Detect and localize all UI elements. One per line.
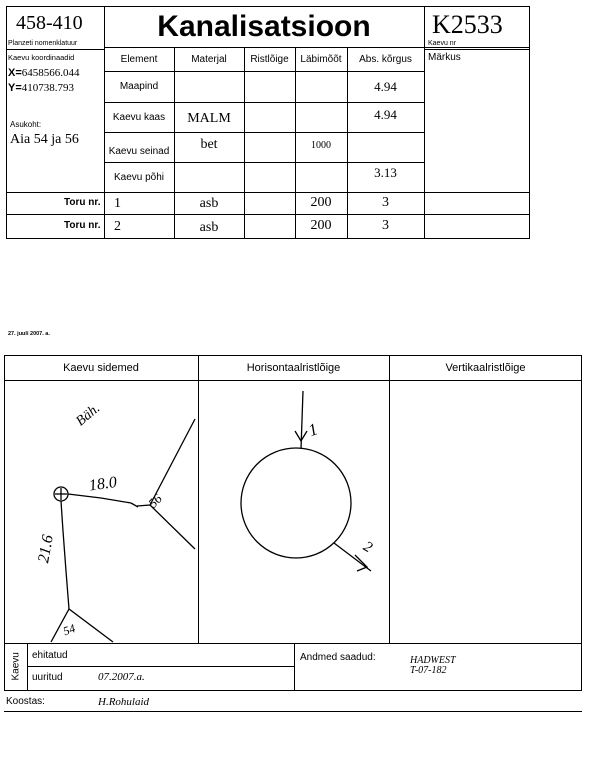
- page-title: Kanalisatsioon: [157, 9, 371, 43]
- pipe-labimoot: 200: [310, 195, 332, 210]
- row-korgus: 4.94: [374, 78, 397, 94]
- y-value: 410738.793: [21, 82, 75, 94]
- y-label: Y=: [8, 82, 22, 94]
- y-coordinate: [8, 82, 74, 94]
- col-header-korgus: Abs. kõrgus: [359, 53, 412, 65]
- distance-label-18: 18.0: [87, 473, 118, 495]
- row-divider: [104, 132, 424, 133]
- x-value: 6458566.044: [21, 67, 80, 79]
- planzeti-divider: [6, 49, 104, 50]
- pipe-label: Toru nr.: [64, 220, 101, 231]
- row-divider: [6, 192, 530, 193]
- footer-side-label: Kaevu: [10, 652, 22, 681]
- sketch-col-divider: [389, 355, 390, 644]
- pipe-2-label: 2: [360, 538, 375, 557]
- col-divider: [244, 47, 245, 239]
- source-line-1: HADWEST: [410, 655, 456, 666]
- x-coordinate: [8, 67, 80, 79]
- col-header-element: Element: [120, 53, 158, 65]
- planzeti-number: 458-410: [16, 12, 83, 34]
- row-materjal: bet: [200, 137, 218, 152]
- footer-side-divider: [27, 644, 28, 691]
- row-korgus: 3.13: [374, 165, 397, 180]
- footer-frame: [4, 644, 582, 691]
- distance-line-21-6: [61, 501, 69, 609]
- built-label: ehitatud: [32, 650, 68, 661]
- row-element: Kaevu põhi: [113, 171, 165, 183]
- row-labimoot: 1000: [311, 139, 331, 151]
- pipe-1-label: 1: [305, 419, 321, 441]
- building-56-label: 56: [145, 490, 165, 511]
- col-header-labimoot: Läbimõõt: [300, 53, 342, 65]
- kaevu-number: K2533: [432, 10, 503, 39]
- footer-row-divider: [27, 666, 294, 667]
- pipe-korgus: 3: [382, 195, 389, 210]
- north-note: Bäh.: [73, 401, 104, 430]
- horisontaal-sketch: [199, 381, 388, 643]
- col-divider: [104, 192, 105, 239]
- pipe-materjal: asb: [199, 196, 219, 211]
- kaevu-sidemed-sketch: [5, 381, 197, 643]
- pipe-label: Toru nr.: [64, 197, 101, 208]
- row-divider: [6, 214, 530, 215]
- pipe-nr: 2: [114, 219, 121, 234]
- remarks-header-divider: [424, 49, 530, 50]
- remarks-label: Märkus: [428, 52, 461, 63]
- section-kaevu-sidemed: Kaevu sidemed: [63, 362, 139, 374]
- x-label: X=: [8, 67, 22, 79]
- pipe-korgus: 3: [382, 218, 389, 233]
- distance-line-18: [68, 494, 131, 503]
- measured-value: 07.2007.a.: [98, 671, 145, 683]
- location-value: Aia 54 ja 56: [10, 132, 79, 147]
- author-underline: [4, 711, 582, 712]
- location-label: Asukoht:: [10, 120, 42, 129]
- measured-label: uuritud: [32, 672, 63, 683]
- building-56-outline: [137, 419, 195, 549]
- distance-label-21-6: 21.6: [35, 533, 57, 565]
- planzeti-label: Planzeti nomenklatuur: [8, 40, 78, 47]
- source-line-2: T-07-182: [410, 665, 447, 676]
- source-label: Andmed saadud:: [300, 652, 376, 663]
- col-header-ristloige: Ristlõige: [250, 53, 289, 65]
- footer-col-divider: [294, 644, 295, 691]
- author-label: Koostas:: [6, 696, 45, 707]
- coords-label: Kaevu koordinaadid: [8, 53, 75, 62]
- col-header-materjal: Materjal: [191, 53, 227, 65]
- author-value: H.Rohulaid: [98, 696, 150, 708]
- well-circle: [241, 448, 351, 558]
- right-column-divider: [424, 6, 425, 239]
- row-element: Kaevu kaas: [112, 111, 166, 123]
- building-54-label: 54: [61, 621, 78, 639]
- row-korgus: 4.94: [374, 107, 397, 122]
- section-horisontaal: Horisontaalristlõige: [246, 362, 341, 374]
- date-stamp: 27. juuli 2007. a.: [8, 331, 50, 337]
- row-materjal: MALM: [187, 111, 231, 126]
- pipe-labimoot: 200: [310, 218, 332, 233]
- kaevu-nr-label: Kaevu nr: [428, 40, 457, 47]
- pipe-materjal: asb: [199, 220, 219, 235]
- row-element: Maapind: [119, 81, 159, 92]
- row-element: Kaevu seinad: [108, 145, 170, 157]
- building-56-corner: [131, 503, 138, 507]
- section-vertikaal: Vertikaalristlõige: [445, 362, 526, 374]
- pipe-nr: 1: [114, 196, 121, 211]
